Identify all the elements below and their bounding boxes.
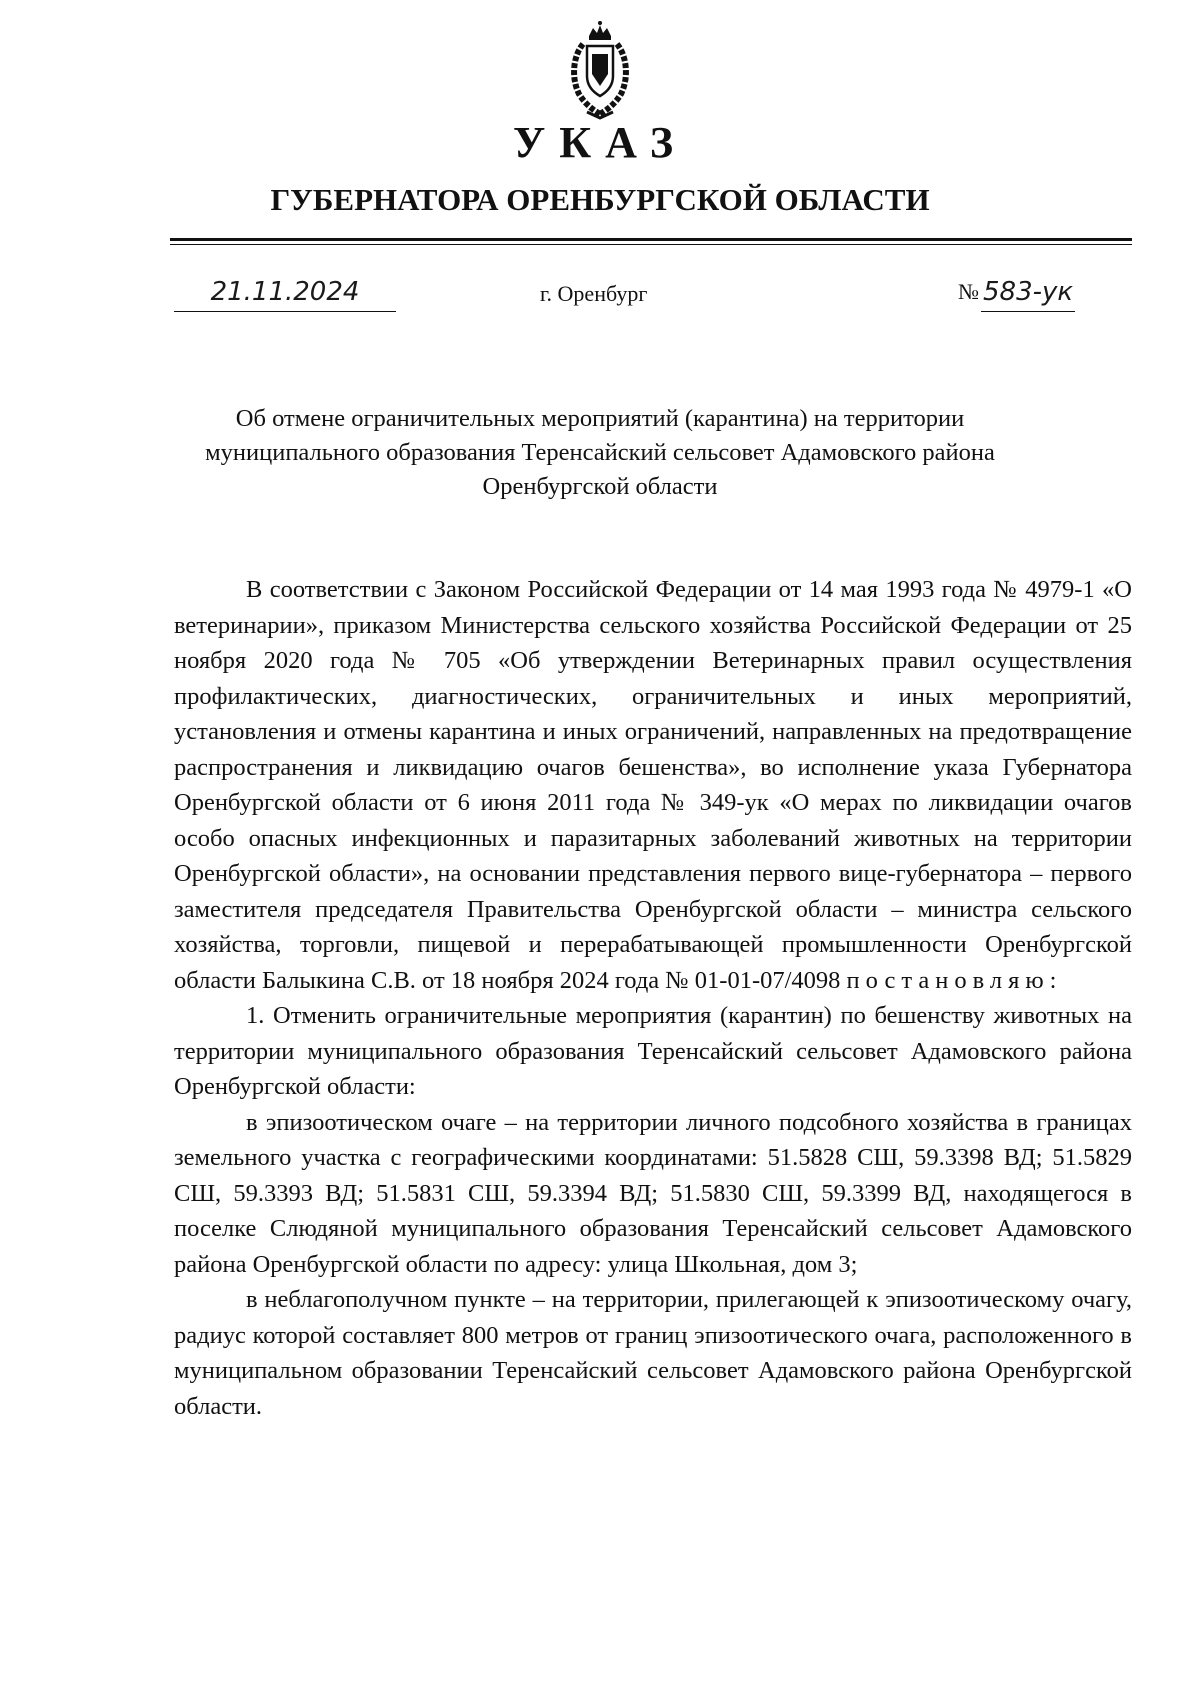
decree-number xyxy=(958,273,1075,311)
number-sign: № xyxy=(958,279,979,304)
decree-title: УКАЗ xyxy=(512,118,688,167)
decree-body xyxy=(174,572,1132,1424)
preamble-paragraph xyxy=(174,572,1132,998)
issuer-heading: ГУБЕРНАТОРА ОРЕНБУРГСКОЙ ОБЛАСТИ xyxy=(270,182,930,217)
epizootic-focus-paragraph: в эпизоотическом очаге – на территории личного подсобного хозяйства в границах земельного участка с географическими координатами: 51.5828 СШ, 59.3398 ВД; 51.5829 СШ, 59.3393 ВД; 51.5831 СШ, 59.3394 ВД; 51.5830 СШ, 59.3399 ВД, находящегося в поселке Слюдяной муниципального образования Теренсайский сельсовет Адамовского района Оренбургской области по адресу: улица Школьная, дом 3; xyxy=(174,1108,1132,1278)
decree-date: 21.11.2024 xyxy=(174,273,396,312)
header-rule-thick xyxy=(170,238,1132,241)
preamble-text: В соответствии с Законом Российской Федерации от 14 мая 1993 года № 4979-1 «О ветеринарии», приказом Министерства сельского хозяйства Российской Федерации от 25 ноября 2020 года № 705 «Об утверждении Ветеринарных правил осуществления профилактических, диагностических, ограничительных и иных мероприятий, установления и отмены карантина и иных ограничений, направленных на предотвращение распространения и ликвидацию очагов бешенства», во исполнение указа Губернатора Оренбургской области от 6 июня 2011 года № 349-ук «О мерах по ликвидации очагов особо опасных инфекционных и паразитарных заболеваний животных на территории Оренбургской области», на основании представления первого вице-губернатора – первого заместителя председателя Правительства Оренбургской области – министра сельского хозяйства, торговли, пищевой и перерабатывающей промышленности Оренбургской области Балыкина С.В. от 18 ноября 2024 года № 01-01-07/4098 xyxy=(174,576,1132,994)
decree-number-value: 583-ук xyxy=(981,273,1075,312)
header-rule-thin xyxy=(170,244,1132,245)
decree-subject: Об отмене ограничительных мероприятий (карантина) на территории муниципального образования Теренсайский сельсовет Адамовского района Оренбургской области xyxy=(205,405,995,500)
coat-of-arms-icon xyxy=(565,20,635,120)
item-1-paragraph: 1. Отменить ограничительные мероприятия (карантин) по бешенству животных на территории муниципального образования Теренсайский сельсовет Адамовского района Оренбургской области: xyxy=(174,1002,1132,1100)
decree-city: г. Оренбург xyxy=(540,281,648,306)
unsafe-point-paragraph: в неблагополучном пункте – на территории, прилегающей к эпизоотическому очагу, радиус которой составляет 800 метров от границ эпизоотического очага, расположенного в муниципальном образовании Теренсайский сельсовет Адамовского района Оренбургской области. xyxy=(174,1286,1132,1420)
resolve-word: постановляю: xyxy=(846,966,1063,994)
